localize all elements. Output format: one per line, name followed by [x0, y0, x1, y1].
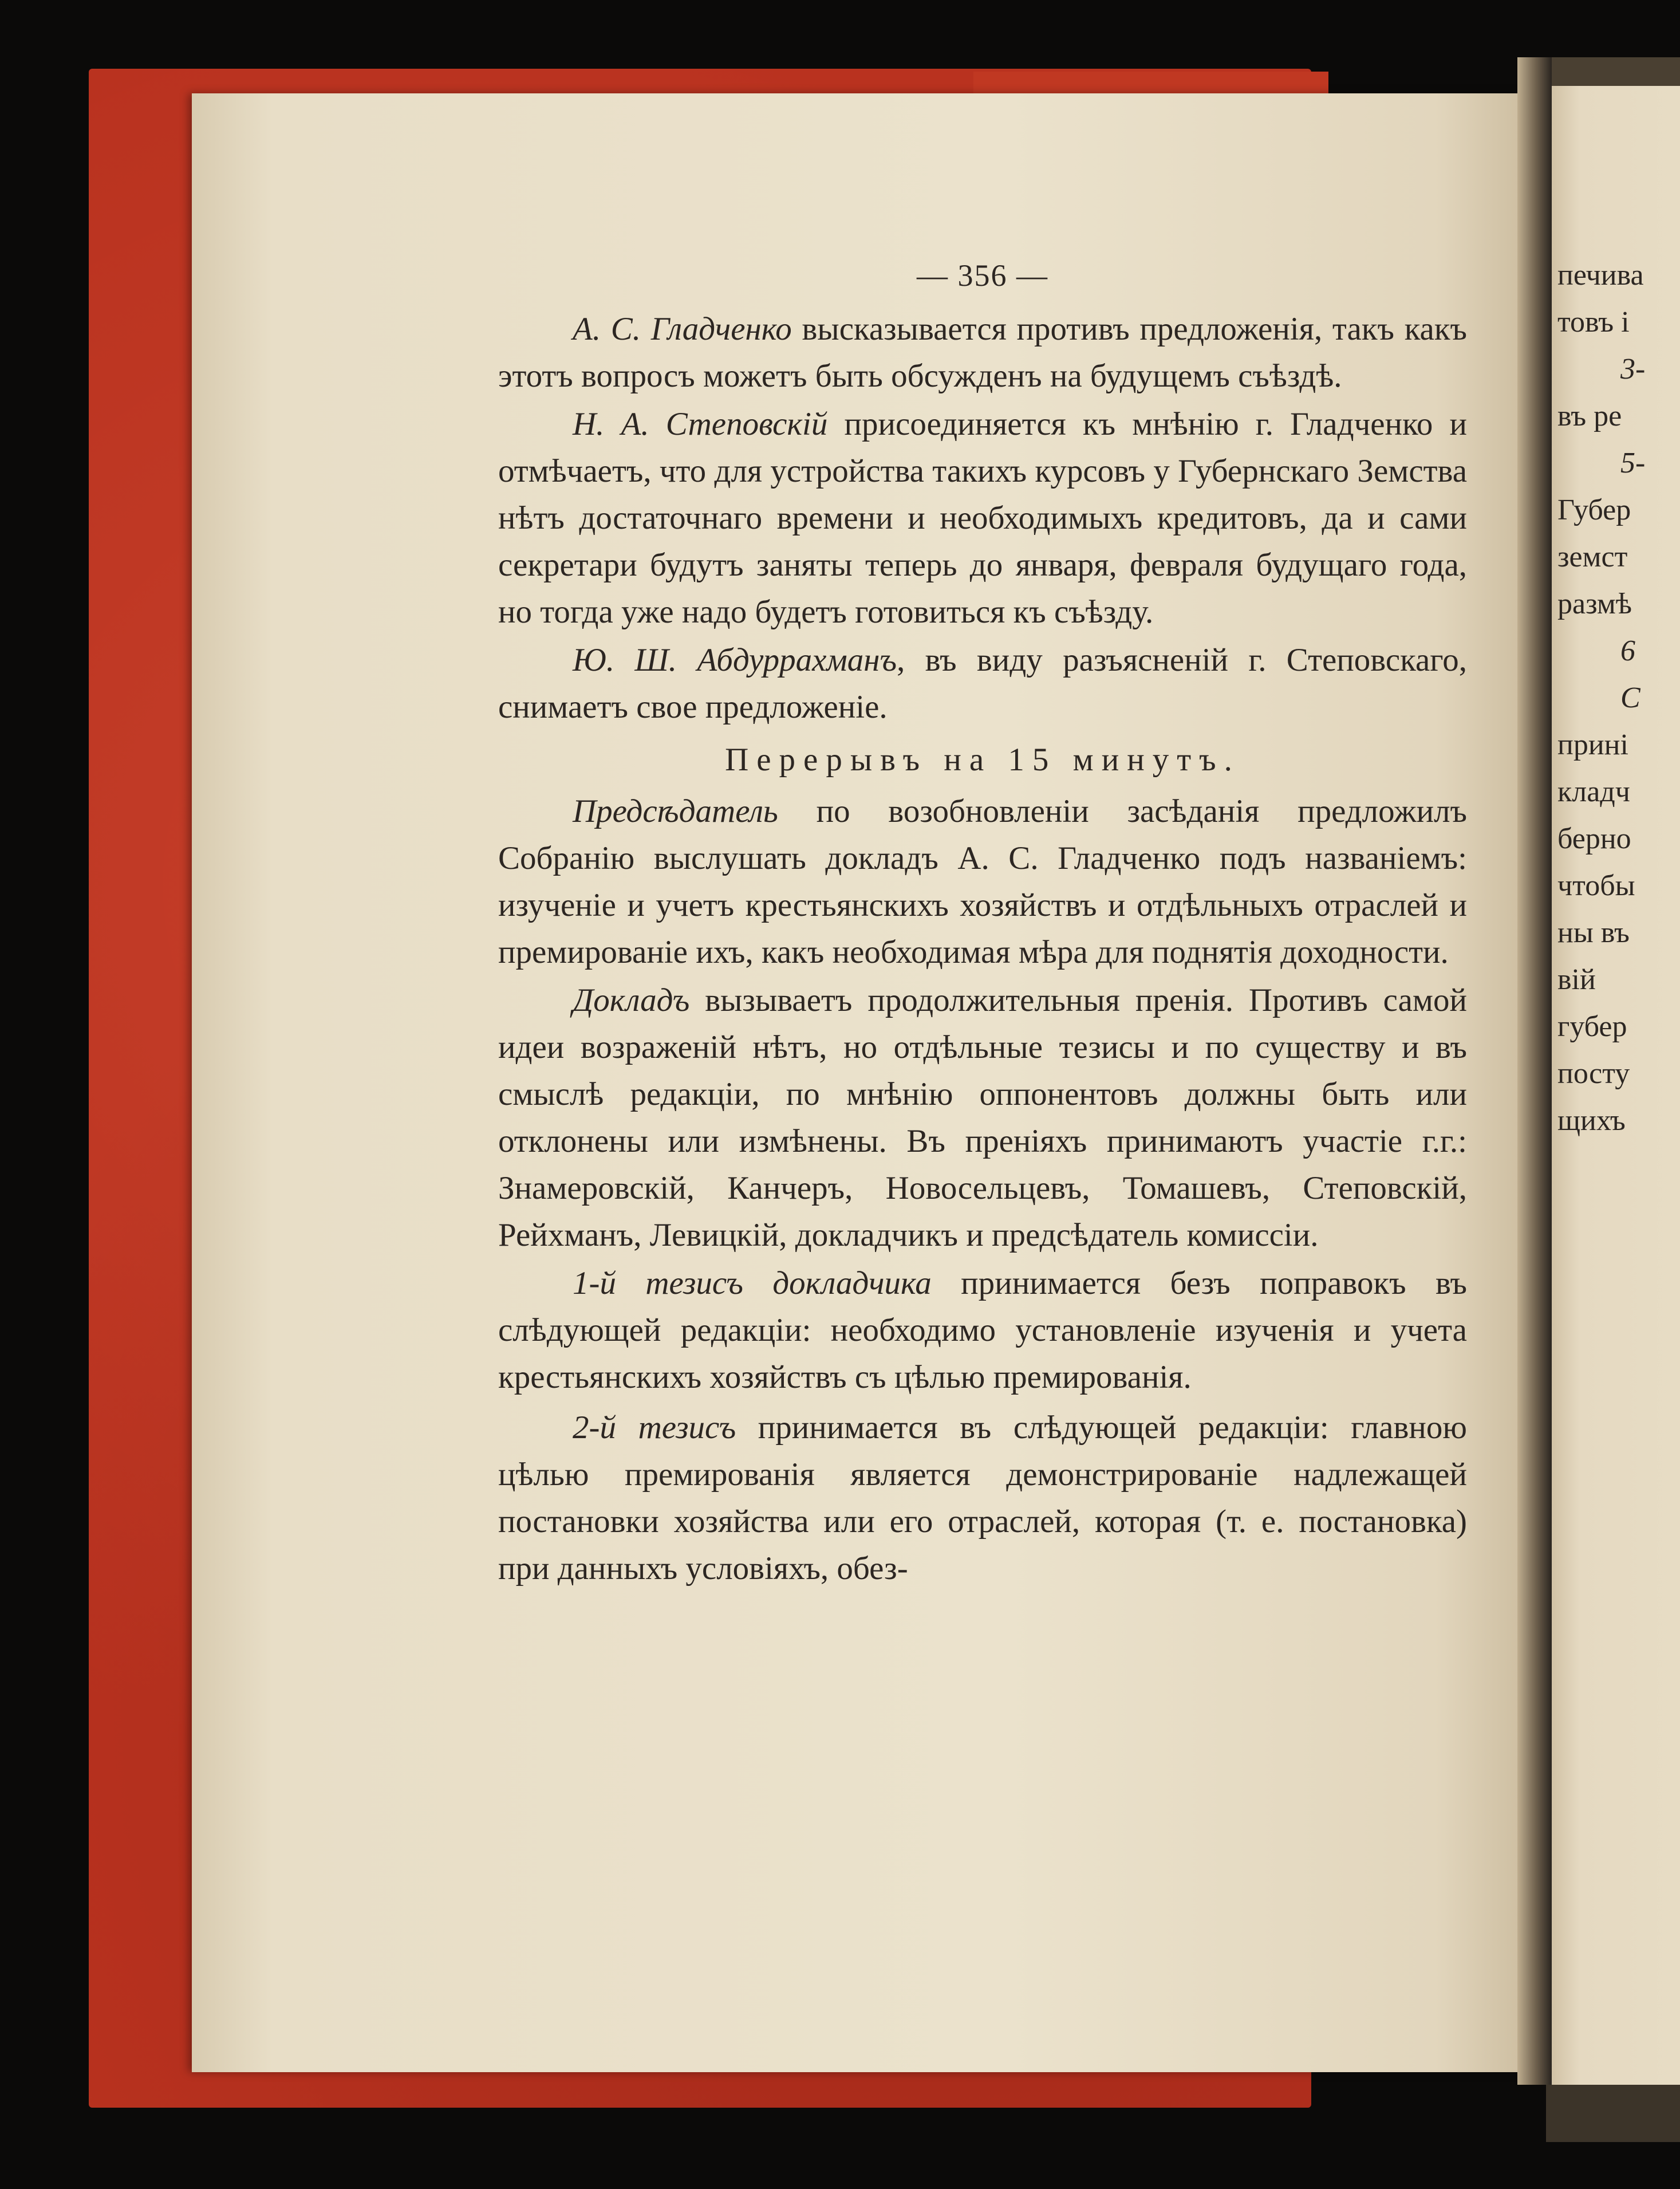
facing-line: 6 [1620, 635, 1635, 667]
facing-line: губер [1557, 1010, 1627, 1043]
paragraph-text: принимается въ слѣдующей редакціи: главною цѣлью премированія является демонстрированіе надлежащей постановки хозяйства или его отраслей, которая (т. е. постановка) при данныхъ условіяхъ, обез- [498, 1410, 1467, 1586]
page-number: — 356 — [917, 258, 1048, 293]
paragraph-text: принимается безъ поправокъ въ слѣдующей редакціи: необходимо установленіе изученія и учета крестьянскихъ хозяйствъ съ цѣлью премированія. [498, 1265, 1467, 1395]
facing-line: Губер [1557, 494, 1631, 526]
facing-line: ны въ [1557, 916, 1630, 949]
facing-line: щихъ [1557, 1104, 1626, 1137]
facing-line: печива [1557, 259, 1644, 292]
facing-line: размѣ [1557, 588, 1632, 620]
book-gutter [1517, 57, 1552, 2085]
page-text [498, 252, 1467, 1592]
facing-line: берно [1557, 822, 1631, 855]
speaker-name: Предсѣдатель [573, 793, 778, 829]
facing-line: С [1620, 682, 1640, 714]
facing-line: прині [1557, 729, 1628, 761]
facing-line: 5- [1620, 447, 1646, 479]
paragraph-stepovsky [498, 401, 1467, 636]
thesis-label: 1-й тезисъ докладчика [573, 1265, 932, 1301]
paragraph-report [498, 977, 1467, 1259]
paragraph-chairman [498, 788, 1467, 976]
speaker-name: Н. А. Степовскій [573, 406, 828, 442]
break-notice: Перерывъ на 15 минутъ. [725, 742, 1240, 778]
facing-line: въ ре [1557, 400, 1622, 432]
paragraph-text: , въ виду разъясненій г. Степовскаго, снимаетъ свое предложеніе. [498, 642, 1468, 725]
paragraph-text: по возобновленіи засѣданія предложилъ Собранію выслушать докладъ А. С. Гладченко подъ названіемъ: изученіе и учетъ крестьянскихъ хозяйствъ и отдѣльныхъ отраслей и премированіе ихъ, какъ необходимая мѣра для поднятія доходности. [498, 793, 1467, 970]
facing-line: посту [1557, 1057, 1630, 1090]
speaker-name: Докладъ [573, 982, 690, 1018]
paragraph-thesis-2 [498, 1404, 1467, 1592]
paragraph-text: высказывается противъ предложенія, такъ какъ этотъ вопросъ можетъ быть обсужденъ на будущемъ съѣздѣ. [498, 311, 1467, 394]
paragraph-text: присоединяется къ мнѣнію г. Гладченко и отмѣчаетъ, что для устройства такихъ курсовъ у Губернскаго Земства нѣтъ достаточнаго времени и необходимыхъ кредитовъ, да и сами секретари будутъ заняты теперь до января, февраля будущаго года, но тогда уже надо будетъ готовиться къ съѣзду. [498, 406, 1467, 630]
facing-page-text [1557, 252, 1680, 1144]
paragraph-thesis-1 [498, 1260, 1467, 1401]
facing-line: земст [1557, 541, 1628, 573]
facing-line: кладч [1557, 775, 1630, 808]
facing-line: 3- [1620, 353, 1646, 385]
speaker-name: А. С. Гладченко [573, 311, 792, 347]
paragraph-abdurrakhman [498, 637, 1467, 731]
speaker-name: Ю. Ш. Абдуррахманъ [573, 642, 897, 678]
thesis-label: 2-й тезисъ [573, 1410, 736, 1446]
paragraph-text: вызываетъ продолжительныя пренія. Противъ самой идеи возраженій нѣтъ, но отдѣльные тезисы и по существу и въ смыслѣ редакціи, по мнѣнію оппонентовъ должны быть или отклонены или измѣнены. Въ преніяхъ принимаютъ участіе г.г.: Знамеровскій, Канчеръ, Новосельцевъ, Томашевъ, Степовскій, Рейхманъ, Левицкій, докладчикъ и предсѣдатель комиссіи. [498, 982, 1467, 1253]
paragraph-gladchenko [498, 306, 1467, 400]
facing-line: чтобы [1557, 869, 1635, 902]
facing-line: товъ і [1557, 306, 1630, 338]
facing-line: вій [1557, 963, 1596, 996]
